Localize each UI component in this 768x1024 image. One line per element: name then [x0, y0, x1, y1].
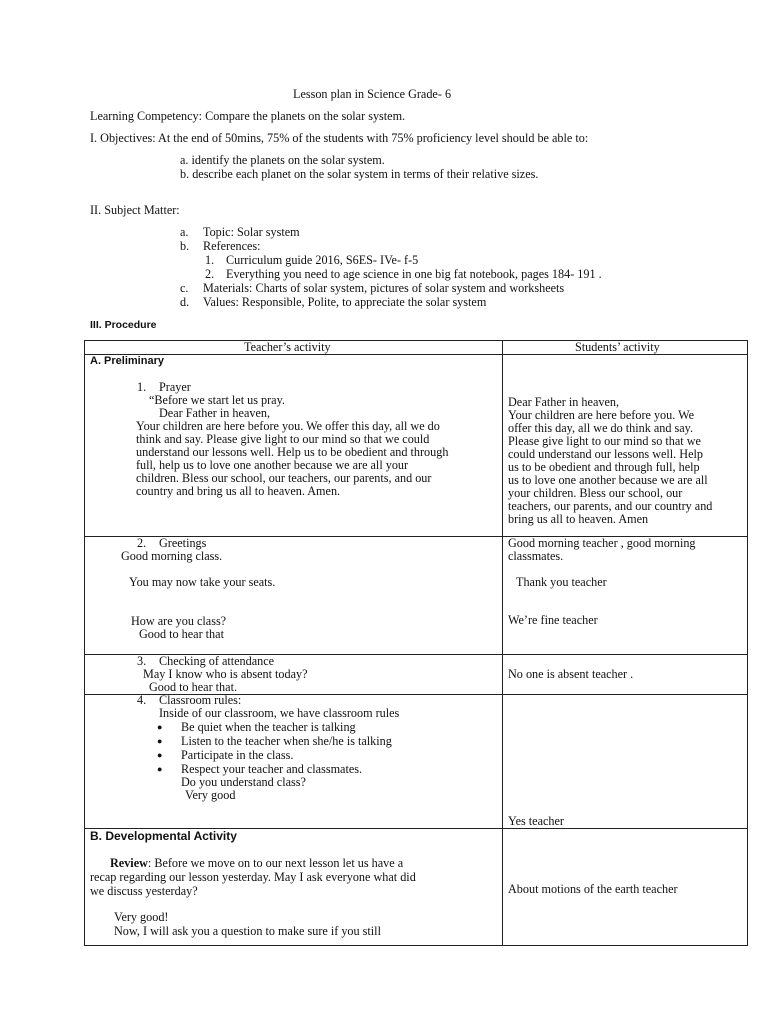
- objective-item: b. describe each planet on the solar system in terms of their relative sizes.: [180, 167, 539, 181]
- student-line: bring us all to heaven. Amen: [508, 512, 649, 526]
- subject-matter-heading: II. Subject Matter:: [90, 203, 180, 217]
- teacher-line: May I know who is absent today?: [143, 667, 308, 681]
- preliminary-heading: A. Preliminary: [90, 355, 164, 367]
- list-marker: d.: [180, 295, 190, 309]
- teacher-line: Inside of our classroom, we have classroom rules: [159, 706, 400, 720]
- student-line: No one is absent teacher .: [508, 667, 634, 681]
- teacher-line: Good to hear that.: [149, 680, 237, 694]
- item-number: 1.: [137, 380, 147, 394]
- row-divider: [85, 354, 747, 355]
- teacher-line: Now, I will ask you a question to make sure if you still: [114, 924, 381, 938]
- teacher-line: country and bring us all to heaven. Amen.: [136, 484, 341, 498]
- teacher-line: Very good: [185, 788, 236, 802]
- student-line: About motions of the earth teacher: [508, 882, 678, 896]
- student-line: teachers, our parents, and our country and: [508, 499, 713, 513]
- rule-item: ● Be quiet when the teacher is talking: [181, 721, 356, 734]
- references-label: References:: [203, 239, 261, 253]
- teacher-line: Good morning class.: [121, 549, 223, 563]
- objectives-heading: I. Objectives: At the end of 50mins, 75% of the students with 75% proficiency level should be able to:: [90, 131, 589, 145]
- attendance-label: Checking of attendance: [159, 654, 275, 668]
- reference-number: 2.: [205, 267, 215, 281]
- student-line: offer this day, all we do think and say.: [508, 421, 694, 435]
- rule-item: ● Listen to the teacher when she/he is talking: [181, 735, 392, 748]
- students-activity-header: Students’ activity: [575, 340, 660, 354]
- student-line: your children. Bless our school, our: [508, 486, 683, 500]
- procedure-table: [84, 340, 748, 946]
- objective-item: a. identify the planets on the solar system.: [180, 153, 385, 167]
- teacher-activity-header: Teacher’s activity: [244, 340, 331, 354]
- review-line: [110, 857, 403, 870]
- greetings-label: Greetings: [159, 536, 207, 550]
- teacher-line: children. Bless our school, our teachers, our parents, and our: [136, 471, 432, 485]
- column-divider: [502, 341, 503, 945]
- list-marker: a.: [180, 225, 189, 239]
- student-line: Your children are here before you. We: [508, 408, 695, 422]
- procedure-heading: III. Procedure: [90, 319, 157, 331]
- student-line: Please give light to our mind so that we: [508, 434, 701, 448]
- teacher-line: You may now take your seats.: [129, 575, 276, 589]
- teacher-line: “Before we start let us pray.: [149, 393, 285, 407]
- reference-number: 1.: [205, 253, 215, 267]
- student-line: We’re fine teacher: [508, 613, 598, 627]
- student-line: Good morning teacher , good morning: [508, 536, 696, 550]
- teacher-line: Dear Father in heaven,: [159, 406, 270, 420]
- review-text: : Before we move on to our next lesson let us have a: [147, 856, 404, 870]
- prayer-label: Prayer: [159, 380, 191, 394]
- teacher-line: think and say. Please give light to our mind so that we could: [136, 432, 430, 446]
- topic-text: Topic: Solar system: [203, 225, 300, 239]
- student-line: could understand our lessons well. Help: [508, 447, 703, 461]
- reference-item: Everything you need to age science in one big fat notebook, pages 184- 191 .: [226, 267, 602, 281]
- student-line: classmates.: [508, 549, 564, 563]
- student-line: Dear Father in heaven,: [508, 395, 619, 409]
- rule-item: ● Participate in the class.: [181, 749, 293, 762]
- item-number: 3.: [137, 654, 147, 668]
- learning-competency: Learning Competency: Compare the planets on the solar system.: [90, 109, 406, 123]
- reference-item: Curriculum guide 2016, S6ES- IVe- f-5: [226, 253, 419, 267]
- teacher-line: Your children are here before you. We offer this day, all we do: [136, 419, 440, 433]
- review-label: Review: [110, 856, 148, 870]
- student-line: Thank you teacher: [516, 575, 607, 589]
- list-marker: c.: [180, 281, 189, 295]
- student-line: us to love one another because we are all: [508, 473, 708, 487]
- teacher-line: Good to hear that: [139, 627, 224, 641]
- rule-item: ● Respect your teacher and classmates.: [181, 763, 362, 776]
- teacher-line: Do you understand class?: [181, 775, 306, 789]
- teacher-line: recap regarding our lesson yesterday. May I ask everyone what did: [90, 870, 416, 884]
- developmental-heading: B. Developmental Activity: [90, 829, 237, 843]
- values-text: Values: Responsible, Polite, to appreciate the solar system: [203, 295, 487, 309]
- teacher-line: How are you class?: [131, 614, 227, 628]
- list-marker: b.: [180, 239, 190, 253]
- rules-label: Classroom rules:: [159, 693, 242, 707]
- teacher-line: full, help us to love one another because we are all your: [136, 458, 409, 472]
- teacher-line: Very good!: [114, 910, 169, 924]
- item-number: 2.: [137, 536, 147, 550]
- page-title: Lesson plan in Science Grade- 6: [293, 87, 452, 101]
- student-line: us to be obedient and through full, help: [508, 460, 700, 474]
- teacher-line: understand our lessons well. Help us to be obedient and through: [136, 445, 449, 459]
- item-number: 4.: [137, 693, 147, 707]
- student-line: Yes teacher: [508, 814, 564, 828]
- materials-text: Materials: Charts of solar system, pictures of solar system and worksheets: [203, 281, 565, 295]
- teacher-line: we discuss yesterday?: [90, 884, 198, 898]
